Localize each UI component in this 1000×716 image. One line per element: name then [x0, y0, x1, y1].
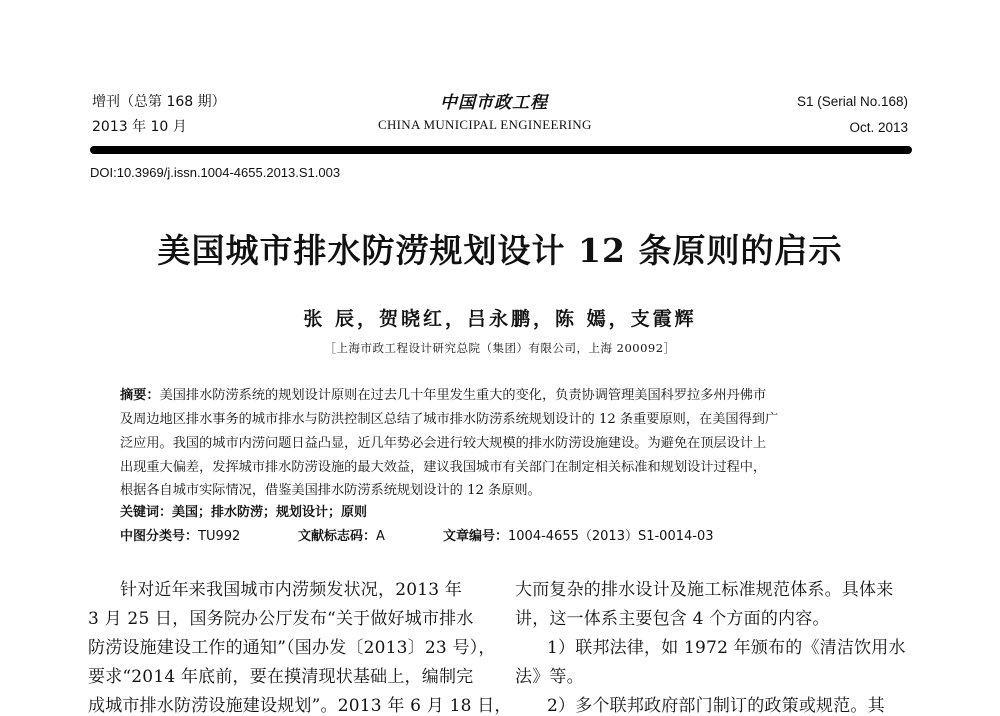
abstract-label: 摘要： [120, 388, 160, 403]
affiliation: ［上海市政工程设计研究总院（集团）有限公司，上海 200092］ [324, 341, 676, 355]
body-right-line: 1）联邦法律，如 1972 年颁布的《清洁饮用水 [547, 638, 906, 658]
abstract-line: 及周边地区排水事务的城市排水与防洪控制区总结了城市排水防涝系统规划设计的 12 条重要原则，在美国得到广 [120, 412, 779, 427]
body-left-line: 3 月 25 日，国务院办公厅发布“关于做好城市排水 [88, 609, 474, 629]
document-code [298, 525, 385, 544]
keywords-value: 美国；排水防涝；规划设计；原则 [172, 505, 368, 520]
header-rule [90, 146, 912, 154]
body-left-line: 防涝设施建设工作的通知”（国办发〔2013〕23 号）， [88, 638, 496, 658]
article-number-label: 文章编号： [443, 529, 509, 544]
body-left-line: 成城市排水防涝设施建设规划”。2013 年 6 月 18 日， [88, 696, 512, 716]
doi[interactable]: DOI:10.3969/j.issn.1004-4655.2013.S1.003 [90, 165, 341, 180]
classification [120, 525, 240, 544]
document-code-value: A [376, 529, 385, 544]
authors: 张 辰，贺晓红，吕永鹏，陈 嫣，支霞辉 [303, 308, 697, 330]
body-left-line: 针对近年来我国城市内涝频发状况，2013 年 [120, 580, 463, 600]
issue-month: Oct. 2013 [849, 120, 908, 135]
body-right-line: 讲，这一体系主要包含 4 个方面的内容。 [515, 609, 830, 629]
issue-info: 增刊（总第 168 期） [92, 94, 226, 110]
article-number [443, 525, 714, 544]
classification-label: 中图分类号： [120, 529, 199, 544]
abstract-line [120, 384, 766, 403]
keywords-label: 关键词： [120, 505, 173, 520]
keywords [120, 501, 367, 520]
issue-date: 2013 年 10 月 [92, 119, 187, 135]
classification-value: TU992 [198, 529, 241, 544]
article-number-value: 1004-4655（2013）S1-0014-03 [508, 529, 714, 544]
journal-name-en: CHINA MUNICIPAL ENGINEERING [378, 117, 592, 132]
body-left-line: 要求“2014 年底前，要在摸清现状基础上，编制完 [88, 667, 474, 687]
serial-number: S1 (Serial No.168) [796, 94, 908, 109]
paper-title: 美国城市排水防涝规划设计 12 条原则的启示 [157, 231, 843, 270]
body-right-line: 法》等。 [515, 667, 584, 687]
abstract-line: 根据各自城市实际情况，借鉴美国排水防涝系统规划设计的 12 条原则。 [120, 483, 541, 498]
journal-name-cn: 中国市政工程 [440, 93, 548, 113]
abstract-text: 美国排水防涝系统的规划设计原则在过去几十年里发生重大的变化，负责协调管理美国科罗拉多州丹佛市 [159, 388, 767, 403]
abstract-line: 泛应用。我国的城市内涝问题日益凸显，近几年势必会进行较大规模的排水防涝设施建设。为避免在顶层设计上 [120, 436, 767, 451]
abstract-line: 出现重大偏差，发挥城市排水防涝设施的最大效益，建议我国城市有关部门在制定相关标准和规划设计过程中， [120, 460, 767, 475]
body-right-line: 大而复杂的排水设计及施工标准规范体系。具体来 [515, 580, 894, 600]
body-right-line: 2）多个联邦政府部门制订的政策或规范。其 [547, 696, 885, 716]
document-code-label: 文献标志码： [298, 529, 377, 544]
